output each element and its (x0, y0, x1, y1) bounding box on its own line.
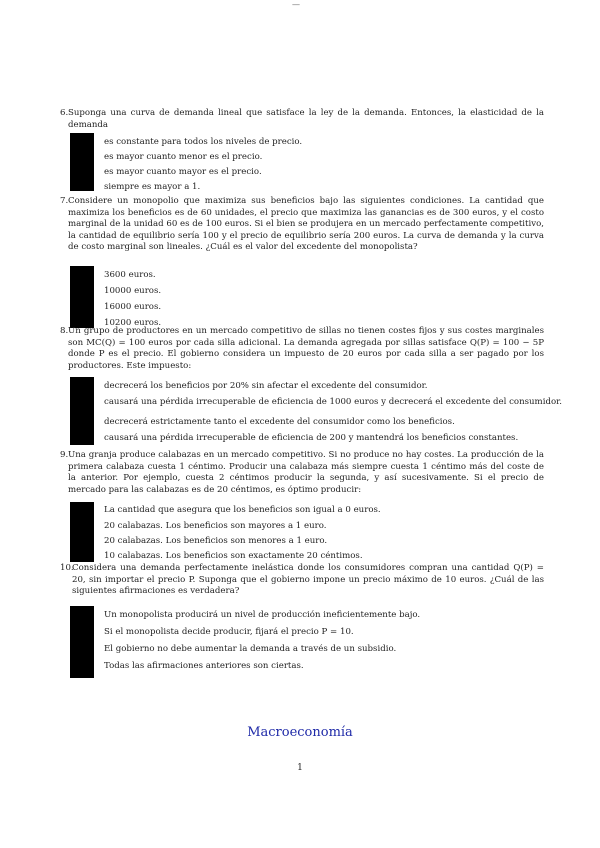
header-mark: — (292, 0, 300, 9)
question-number: 10. (60, 563, 74, 573)
answer-redaction-bar (70, 377, 94, 445)
option-a[interactable]: es constante para todos los niveles de precio. (104, 137, 303, 147)
option-b[interactable]: 20 calabazas. Los beneficios son mayores a 1 euro. (104, 521, 327, 531)
option-d[interactable]: causará una pérdida irrecuperable de eficiencia de 200 y mantendrá los beneficios constantes. (104, 433, 519, 443)
option-d[interactable]: 10200 euros. (104, 318, 162, 328)
answer-redaction-bar (70, 502, 94, 562)
option-c[interactable]: 20 calabazas. Los beneficios son menores a 1 euro. (104, 536, 328, 546)
question-9 (60, 450, 544, 496)
option-a[interactable]: decrecerá los beneficios por 20% sin afectar el excedente del consumidor. (104, 381, 428, 391)
answer-redaction-bar (70, 266, 94, 328)
question-8 (60, 326, 544, 372)
question-6 (60, 108, 544, 131)
question-number: 7. (60, 196, 69, 206)
section-title: Macroeconomía (247, 725, 353, 740)
options-q8 (70, 377, 563, 445)
option-c[interactable]: decrecerá estrictamente tanto el excedente del consumidor como los beneficios. (104, 417, 455, 427)
options-q10 (70, 606, 544, 678)
option-b[interactable]: Si el monopolista decide producir, fijará el precio P = 10. (104, 627, 354, 637)
option-c[interactable]: es mayor cuanto mayor es el precio. (104, 167, 262, 177)
options-q7 (70, 266, 544, 328)
question-number: 6. (60, 108, 69, 118)
options-q6 (70, 133, 544, 193)
question-stem: Una granja produce calabazas en un mercado competitivo. Si no produce no hay costes. La producción de la primera calabaza cuesta 1 céntimo. Producir una calabaza más siempre cuesta 1 céntimo más del coste de la anterior. Por ejemplo, cuesta 2 céntimos producir la segunda, y así sucesivamente. Si el precio de mercado para las calabazas es de 20 céntimos, es óptimo producir: (68, 450, 544, 495)
option-a[interactable]: Un monopolista producirá un nivel de producción ineficientemente bajo. (104, 610, 421, 620)
option-d[interactable]: Todas las afirmaciones anteriores son ciertas. (104, 661, 304, 671)
question-number: 9. (60, 450, 69, 460)
option-a[interactable]: La cantidad que asegura que los beneficios son igual a 0 euros. (104, 505, 381, 515)
option-b[interactable]: 10000 euros. (104, 286, 162, 296)
options-q9 (70, 502, 544, 564)
question-stem: Considere un monopolio que maximiza sus beneficios bajo las siguientes condiciones. La cantidad que maximiza los beneficios es de 60 unidades, el precio que maximiza las ganancias es de 300 euros, y el costo marginal de la unidad 60 es de 100 euros. Si el bien se produjera en un mercado perfectamente competitivo, la cantidad de equilibrio sería 100 y el precio de equilibrio sería 200 euros. La curva de demanda y la curva de costo marginal son lineales. ¿Cuál es el valor del excedente del monopolista? (68, 196, 544, 252)
question-7 (60, 196, 544, 254)
option-c[interactable]: El gobierno no debe aumentar la demanda a través de un subsidio. (104, 644, 397, 654)
answer-redaction-bar (70, 133, 94, 191)
question-number: 8. (60, 326, 69, 336)
question-10 (60, 563, 544, 598)
option-d[interactable]: siempre es mayor a 1. (104, 182, 201, 192)
option-b[interactable]: causará una pérdida irrecuperable de eficiencia de 1000 euros y decrecerá el excedente del consumidor. (104, 397, 563, 407)
option-d[interactable]: 10 calabazas. Los beneficios son exactamente 20 céntimos. (104, 551, 363, 561)
option-b[interactable]: es mayor cuanto menor es el precio. (104, 152, 263, 162)
answer-redaction-bar (70, 606, 94, 678)
question-stem: Suponga una curva de demanda lineal que satisface la ley de la demanda. Entonces, la elasticidad de la demanda (68, 108, 544, 130)
page-number: 1 (297, 763, 303, 773)
option-c[interactable]: 16000 euros. (104, 302, 162, 312)
question-stem: Considera una demanda perfectamente inelástica donde los consumidores compran una cantidad Q(P) = 20, sin importar el precio P. Suponga que el gobierno impone un precio máximo de 10 euros. ¿Cuál de las siguientes afirmaciones es verdadera? (72, 563, 544, 596)
question-stem: Un grupo de productores en un mercado competitivo de sillas no tienen costes fijos y sus costes marginales son MC(Q) = 100 euros por cada silla adicional. La demanda agregada por sillas satisface Q(P) = 100 − 5P donde P es el precio. El gobierno considera un impuesto de 20 euros por cada silla a ser pagado por los productores. Este impuesto: (68, 326, 544, 371)
option-a[interactable]: 3600 euros. (104, 270, 156, 280)
